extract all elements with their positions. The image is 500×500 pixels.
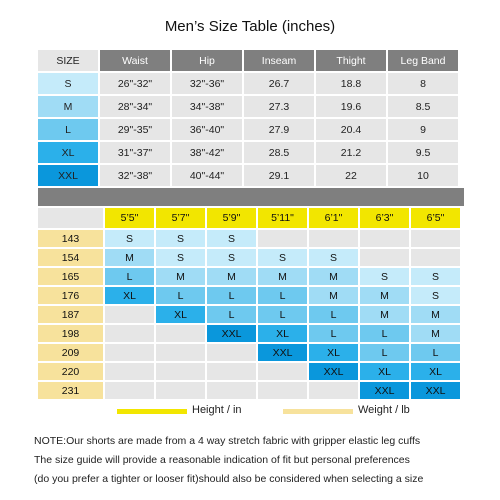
weight-row <box>38 249 464 266</box>
height-label: 6’1" <box>309 208 358 228</box>
inseam-value: 29.1 <box>244 165 314 186</box>
weight-label: 231 <box>38 382 103 399</box>
hip-value: 36"-40" <box>172 119 242 140</box>
size-label: XL <box>38 142 98 163</box>
weight-label: 176 <box>38 287 103 304</box>
size-chart-cell: L <box>207 287 256 304</box>
height-label: 5’5" <box>105 208 154 228</box>
inseam-value: 28.5 <box>244 142 314 163</box>
size-table-row <box>38 142 458 163</box>
size-chart-cell: M <box>207 268 256 285</box>
size-chart-cell <box>411 249 460 266</box>
hip-value: 38"-42" <box>172 142 242 163</box>
leg-band-value: 9 <box>388 119 458 140</box>
waist-value: 29"-35" <box>100 119 170 140</box>
size-chart-cell: L <box>105 268 154 285</box>
size-chart-cell: S <box>105 230 154 247</box>
size-table-row <box>38 96 458 117</box>
leg-band-value: 9.5 <box>388 142 458 163</box>
weight-row <box>38 306 464 323</box>
size-chart-cell: S <box>156 249 205 266</box>
size-chart-cell: M <box>360 287 409 304</box>
size-chart-cell: L <box>360 344 409 361</box>
size-chart-cell: L <box>411 344 460 361</box>
size-chart-cell: L <box>309 306 358 323</box>
weight-row <box>38 325 464 342</box>
waist-value: 31"-37" <box>100 142 170 163</box>
size-table-row <box>38 73 458 94</box>
size-chart-cell: S <box>411 287 460 304</box>
size-chart-cell: L <box>309 325 358 342</box>
size-chart-cell: S <box>360 268 409 285</box>
inseam-value: 27.9 <box>244 119 314 140</box>
thight-value: 20.4 <box>316 119 386 140</box>
height-label: 5’11" <box>258 208 307 228</box>
size-chart-cell: S <box>309 249 358 266</box>
size-chart-cell: L <box>156 287 205 304</box>
size-chart-cell <box>105 382 154 399</box>
hip-value: 40"-44" <box>172 165 242 186</box>
size-chart-cell <box>258 382 307 399</box>
size-chart-cell: M <box>105 249 154 266</box>
thight-value: 19.6 <box>316 96 386 117</box>
size-label: M <box>38 96 98 117</box>
size-label: S <box>38 73 98 94</box>
header-waist: Waist <box>100 50 170 71</box>
weight-label: 154 <box>38 249 103 266</box>
size-chart-cell: XL <box>360 363 409 380</box>
note-line: The size guide will provide a reasonable indication of fit but personal preferences <box>34 454 410 466</box>
size-chart-cell <box>105 325 154 342</box>
size-chart-cell: L <box>258 287 307 304</box>
waist-value: 26"-32" <box>100 73 170 94</box>
header-size: SIZE <box>38 50 98 71</box>
size-chart-cell: S <box>411 268 460 285</box>
weight-row <box>38 344 464 361</box>
header-leg-band: Leg Band <box>388 50 458 71</box>
size-label: L <box>38 119 98 140</box>
size-chart-cell <box>360 230 409 247</box>
header-inseam: Inseam <box>244 50 314 71</box>
weight-row <box>38 268 464 285</box>
size-chart-cell: L <box>360 325 409 342</box>
page-title: Men’s Size Table (inches) <box>164 18 336 35</box>
height-legend-label: Height / in <box>192 404 242 416</box>
weight-label: 198 <box>38 325 103 342</box>
height-header-row <box>38 208 464 228</box>
size-chart-cell <box>207 363 256 380</box>
size-table-header-row <box>38 50 458 71</box>
size-chart-cell <box>309 230 358 247</box>
chart-legend <box>0 404 500 418</box>
size-chart-cell <box>258 363 307 380</box>
weight-row <box>38 287 464 304</box>
weight-label: 143 <box>38 230 103 247</box>
size-chart-cell <box>411 230 460 247</box>
size-chart-cell: XL <box>156 306 205 323</box>
size-chart-cell: L <box>258 306 307 323</box>
size-chart-cell <box>156 363 205 380</box>
weight-row <box>38 363 464 380</box>
header-hip: Hip <box>172 50 242 71</box>
size-chart-cell <box>360 249 409 266</box>
size-chart-cell: XXL <box>258 344 307 361</box>
weight-label: 220 <box>38 363 103 380</box>
hip-value: 34"-38" <box>172 96 242 117</box>
fit-note <box>34 432 494 489</box>
height-legend-swatch <box>117 409 187 414</box>
size-chart-cell: S <box>156 230 205 247</box>
thight-value: 22 <box>316 165 386 186</box>
size-chart-cell: XXL <box>207 325 256 342</box>
size-chart-cell: M <box>258 268 307 285</box>
size-chart-cell <box>258 230 307 247</box>
leg-band-value: 10 <box>388 165 458 186</box>
chart-corner <box>38 208 103 228</box>
size-chart-cell: S <box>207 249 256 266</box>
size-table-row <box>38 119 458 140</box>
height-label: 5’9" <box>207 208 256 228</box>
size-chart-cell: XL <box>411 363 460 380</box>
weight-row <box>38 382 464 399</box>
waist-value: 32"-38" <box>100 165 170 186</box>
size-chart-cell: XXL <box>309 363 358 380</box>
size-chart-cell <box>105 344 154 361</box>
size-chart-cell <box>156 344 205 361</box>
size-chart-cell: XXL <box>411 382 460 399</box>
size-chart-cell <box>156 382 205 399</box>
size-chart-cell: S <box>258 249 307 266</box>
weight-label: 209 <box>38 344 103 361</box>
thight-value: 18.8 <box>316 73 386 94</box>
size-chart-cell: XL <box>309 344 358 361</box>
size-chart-cell: M <box>309 287 358 304</box>
weight-row <box>38 230 464 247</box>
size-chart-cell: M <box>411 306 460 323</box>
height-weight-size-chart <box>38 188 464 399</box>
weight-legend-label: Weight / lb <box>358 404 410 416</box>
size-label: XXL <box>38 165 98 186</box>
weight-label: 165 <box>38 268 103 285</box>
size-chart-cell <box>207 344 256 361</box>
size-measurement-table <box>38 50 458 188</box>
note-line: NOTE:Our shorts are made from a 4 way stretch fabric with gripper elastic leg cuffs <box>34 435 421 447</box>
height-label: 6’3" <box>360 208 409 228</box>
chart-body <box>38 230 464 399</box>
leg-band-value: 8 <box>388 73 458 94</box>
leg-band-value: 8.5 <box>388 96 458 117</box>
size-table-row <box>38 165 458 186</box>
hip-value: 32"-36" <box>172 73 242 94</box>
weight-legend-swatch <box>283 409 353 414</box>
size-chart-cell <box>156 325 205 342</box>
size-chart-cell: XL <box>105 287 154 304</box>
size-chart-cell <box>309 382 358 399</box>
size-chart-cell: M <box>309 268 358 285</box>
size-chart-cell: M <box>411 325 460 342</box>
size-chart-cell <box>207 382 256 399</box>
inseam-value: 26.7 <box>244 73 314 94</box>
size-chart-cell: S <box>207 230 256 247</box>
size-chart-cell <box>105 306 154 323</box>
inseam-value: 27.3 <box>244 96 314 117</box>
note-line: (do you prefer a tighter or looser fit)should also be considered when selecting a size <box>34 473 424 485</box>
size-chart-cell: M <box>360 306 409 323</box>
waist-value: 28"-34" <box>100 96 170 117</box>
weight-label: 187 <box>38 306 103 323</box>
chart-header-bar <box>38 188 464 206</box>
size-chart-cell: M <box>156 268 205 285</box>
size-chart-cell <box>105 363 154 380</box>
size-chart-cell: L <box>207 306 256 323</box>
size-chart-cell: XXL <box>360 382 409 399</box>
header-thight: Thight <box>316 50 386 71</box>
height-label: 6’5" <box>411 208 460 228</box>
size-chart-cell: XL <box>258 325 307 342</box>
height-label: 5’7" <box>156 208 205 228</box>
thight-value: 21.2 <box>316 142 386 163</box>
